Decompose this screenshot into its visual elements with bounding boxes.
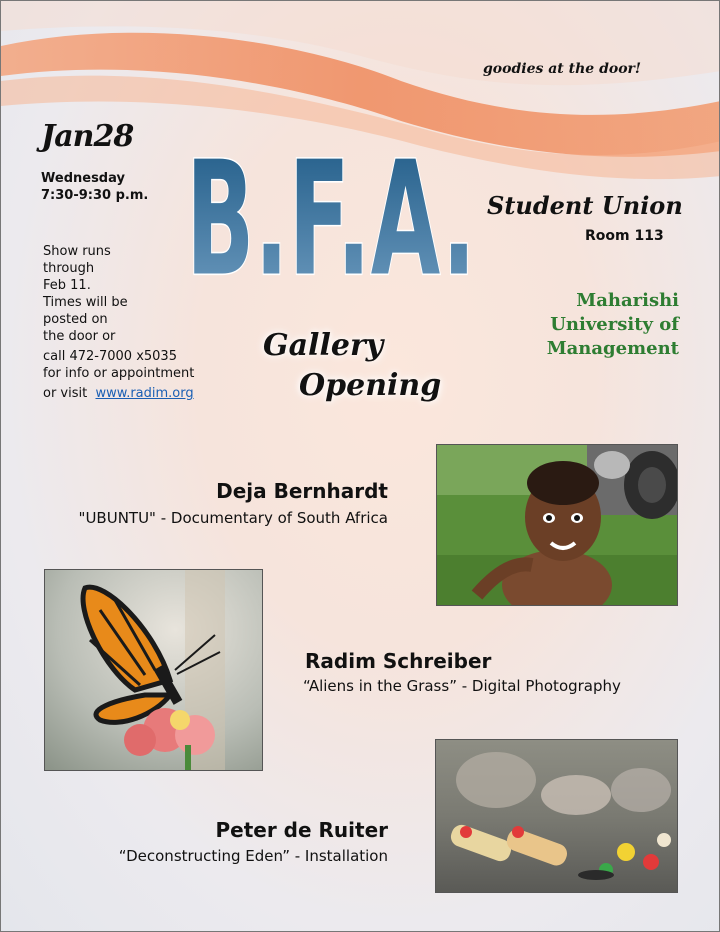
- event-time: 7:30-9:30 p.m.: [41, 188, 149, 203]
- artist-work: "UBUNTU" - Documentary of South Africa: [78, 509, 388, 527]
- artist-work: “Aliens in the Grass” - Digital Photography: [303, 677, 621, 695]
- call-line: call 472-7000 x5035: [43, 349, 177, 364]
- event-day-time: [41, 170, 148, 204]
- show-runs-line: through: [43, 261, 95, 276]
- university-name: [531, 289, 679, 361]
- goodies-tagline: goodies at the door!: [483, 61, 642, 77]
- university-line: Management: [546, 338, 679, 359]
- event-date: Jan28: [41, 119, 134, 154]
- child-photo: [436, 444, 678, 606]
- bfa-logo-text: B.F.A.: [186, 128, 476, 293]
- venue-room: Room 113: [585, 228, 664, 244]
- venue-name: Student Union: [487, 191, 683, 220]
- butterfly-photo: [44, 569, 263, 771]
- artist-work: “Deconstructing Eden” - Installation: [118, 847, 388, 865]
- event-day: Wednesday: [41, 171, 125, 186]
- visit-prefix: or visit: [43, 386, 88, 401]
- installation-photo: [435, 739, 678, 893]
- university-line: University of: [550, 314, 679, 335]
- artist-name: Radim Schreiber: [305, 649, 492, 673]
- show-runs-line: posted on: [43, 312, 108, 327]
- show-runs-line: the door or: [43, 329, 116, 344]
- university-line: Maharishi: [576, 290, 679, 311]
- info-line: for info or appointment: [43, 366, 195, 381]
- gallery-heading: Gallery: [263, 328, 384, 363]
- show-runs-line: Show runs: [43, 244, 111, 259]
- show-runs-line: Feb 11.: [43, 278, 91, 293]
- website-link[interactable]: www.radim.org: [95, 386, 194, 401]
- show-run-info: [43, 243, 233, 402]
- artist-name: Peter de Ruiter: [215, 818, 388, 842]
- show-runs-line: Times will be: [43, 295, 128, 310]
- artist-name: Deja Bernhardt: [216, 479, 388, 503]
- visit-line: [43, 385, 233, 402]
- opening-heading: Opening: [299, 368, 442, 403]
